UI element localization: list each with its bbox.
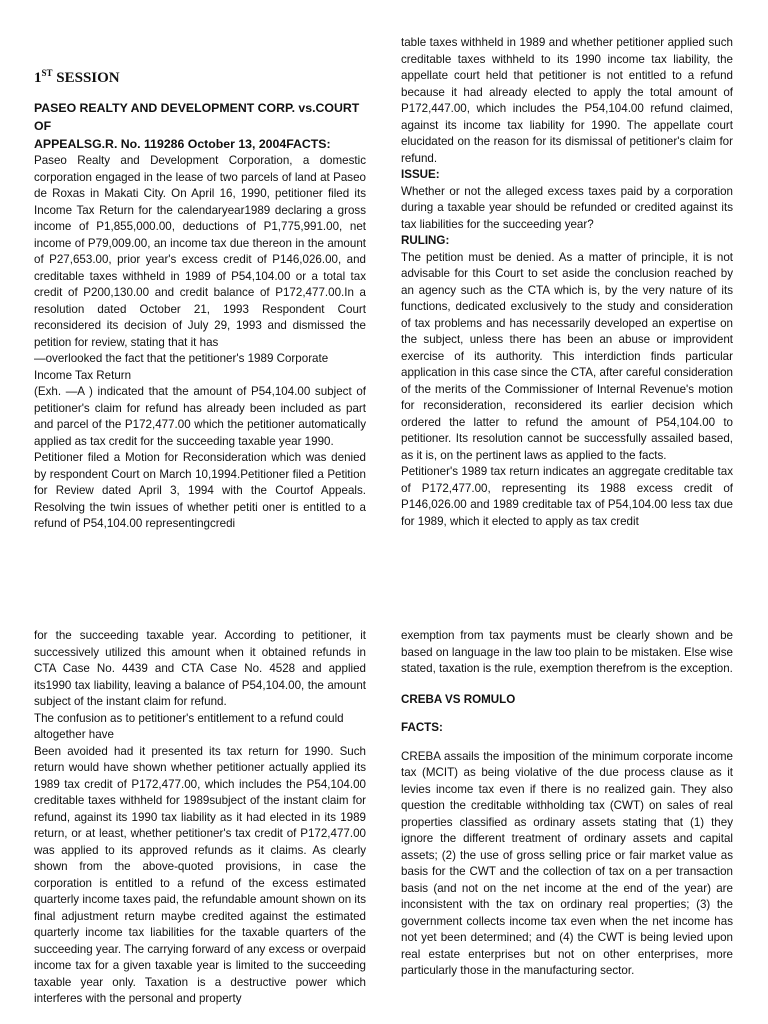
case-title-line1: PASEO REALTY AND DEVELOPMENT CORP. vs.COURT OF [34,101,360,133]
page1-right-column [401,35,733,530]
confusion-paragraph: The confusion as to petitioner's entitlement to a refund could altogether have [34,711,344,741]
page2-left-column [34,628,366,1008]
tax-return-1990-paragraph: Been avoided had it presented its tax return for 1990. Such return would have shown whether petitioner actually applied its 1989 tax credit of P172,477.00, which includes the P54,104.00 creditable taxes withheld for 1989subject of the instant claim for refund, against its 1990 tax liability as it had elected in its 1989 return, or at least, whether petitioner's tax credit of P172,477.00 was applied to its approved refunds as it claims. As clearly shown from the above-quoted provisions, in case the corporation is entitled to a refund of the excess estimated quarterly income taxes paid, the refundable amount shown on its final adjustment return maybe credited against the estimated quarterly income tax liabilities for the taxable quarters of the succeeding year. The carrying forward of any excess or overpaid income tax for a given taxable year is limited to the succeeding taxable year only. Taxation is a destructive power which interferes with the personal and property [34,744,366,1005]
case2-title: CREBA VS ROMULO [401,692,516,706]
facts-paragraph: Paseo Realty and Development Corporation, a domestic corporation engaged in the lease of two parcels of land at Paseo de Roxas in Makati City. On April 16, 1990, petitioner filed its Income Tax Return for the calendaryear1989 declaring a gross income of P1,855,000.00, deductions of P1,775,991.00, net income of P79,009.00, an income tax due thereon in the amount of P27,653.00, prior year's excess credit of P146,026.00, and creditable taxes withheld in 1989 of P54,104.00 or a total tax credit of P200,130.00 and credit balance of P172,477.00.In a resolution dated October 21, 1993 Respondent Court reconsidered its decision of July 29, 1993 and dismissed the petition for review, stating that it has [34,154,366,349]
motion-paragraph: Petitioner filed a Motion for Reconsideration which was denied by respondent Court on March 10,1994.Petitioner filed a Petition for Review dated April 3, 1994 with the Courtof Appeals. Resolving the twin issues of whether petiti oner is entitled to a refund of P54,104.00 representingcredi [34,451,366,530]
exhibit-paragraph: (Exh. —A ) indicated that the amount of P54,104.00 subject of petitioner's claim for refund has already been included as part and parcel of the P172,477.00 which the petitioner automatically applied as tax credit for the succeeding taxable year 1990. [34,385,366,448]
appellate-paragraph: table taxes withheld in 1989 and whether petitioner applied such creditable taxes withheld to its 1990 income tax liability, the appellate court held that petitioner is not entitled to a refund because it had already elected to apply the total amount of P172,447.00, which includes the P54,104.00 refund claimed, against its income tax liability for 1990. The appellate court elucidated on the reason for its dismissal of petitioner's claim for refund. [401,36,733,165]
quoted-paragraph: —overlooked the fact that the petitioner's 1989 Corporate Income Tax Return [34,352,329,382]
facts-heading: FACTS: [401,721,443,734]
session-heading [34,62,366,89]
spacer [401,708,733,720]
ruling-heading: RULING: [401,234,450,247]
spacer [401,678,733,692]
issue-heading: ISSUE: [401,168,440,181]
session-number: 1 [34,70,42,86]
issue-text: Whether or not the alleged excess taxes paid by a corporation during a taxable year should be refunded or credited against its tax liabilities for the succeeding year? [401,184,733,231]
creba-facts-paragraph: CREBA assails the imposition of the minimum corporate income tax (MCIT) as being violative of the due process clause as it levies income tax even if there is no realized gain. They also question the creditable withholding tax (CWT) on sales of real properties classified as ordinary assets stating that (1) they ignore the different treatment of ordinary assets and capital assets; (2) the use of gross selling price or fair market value as basis for the CWT and the collection of tax on a per transaction basis (and not on the net income at the end of the year) are inconsistent with the tax on ordinary real properties; (3) the government collects income tax even when the net income has not yet been determined; and (4) the CWT is being levied upon real estate enterprises but not on other enterprises, more particularly those in the manufacturing sector. [401,749,733,977]
session-superscript: ST [41,68,53,78]
page2-right-column [401,628,733,980]
case-title-line2: APPEALSG.R. No. 119286 October 13, 2004FACTS: [34,137,331,151]
spacer [401,737,733,749]
exemption-paragraph: exemption from tax payments must be clearly shown and be based on language in the law too plain to be mistaken. Else wise stated, taxation is the rule, exemption therefrom is the exception. [401,629,733,675]
tax-return-paragraph: Petitioner's 1989 tax return indicates an aggregate creditable tax of P172,477.00, representing its 1988 excess credit of P146,026.00 and 1989 creditable tax of P54,104.00 less tax due for 1989, which it elected to apply as tax credit [401,465,733,528]
session-word: SESSION [56,70,120,86]
succeeding-year-paragraph: for the succeeding taxable year. According to petitioner, it successively utilized this amount when it obtained refunds in CTA Case No. 4439 and CTA Case No. 4528 and applied its1990 tax liability, leaving a balance of P54,104.00, the amount subject of the instant claim for refund. [34,629,366,708]
ruling-text: The petition must be denied. As a matter of principle, it is not advisable for this Court to set aside the conclusion reached by an agency such as the CTA which is, by the very nature of its functions, dedicated exclusively to the study and consideration of tax problems and has necessarily developed an expertise on the subject, unless there has been an abuse or improvident exercise of its authority. This interdiction finds particular application in this case since the CTA, after careful consideration of the merits of the Commissioner of Internal Revenue's motion for reconsideration, reconsidered its earlier decision which ordered the latter to refund the amount of P54,104.00 to petitioner. Its resolution cannot be successfully assailed based, as it is, on the pertinent laws as applied to the facts. [401,250,733,462]
page1-left-column [34,62,366,533]
